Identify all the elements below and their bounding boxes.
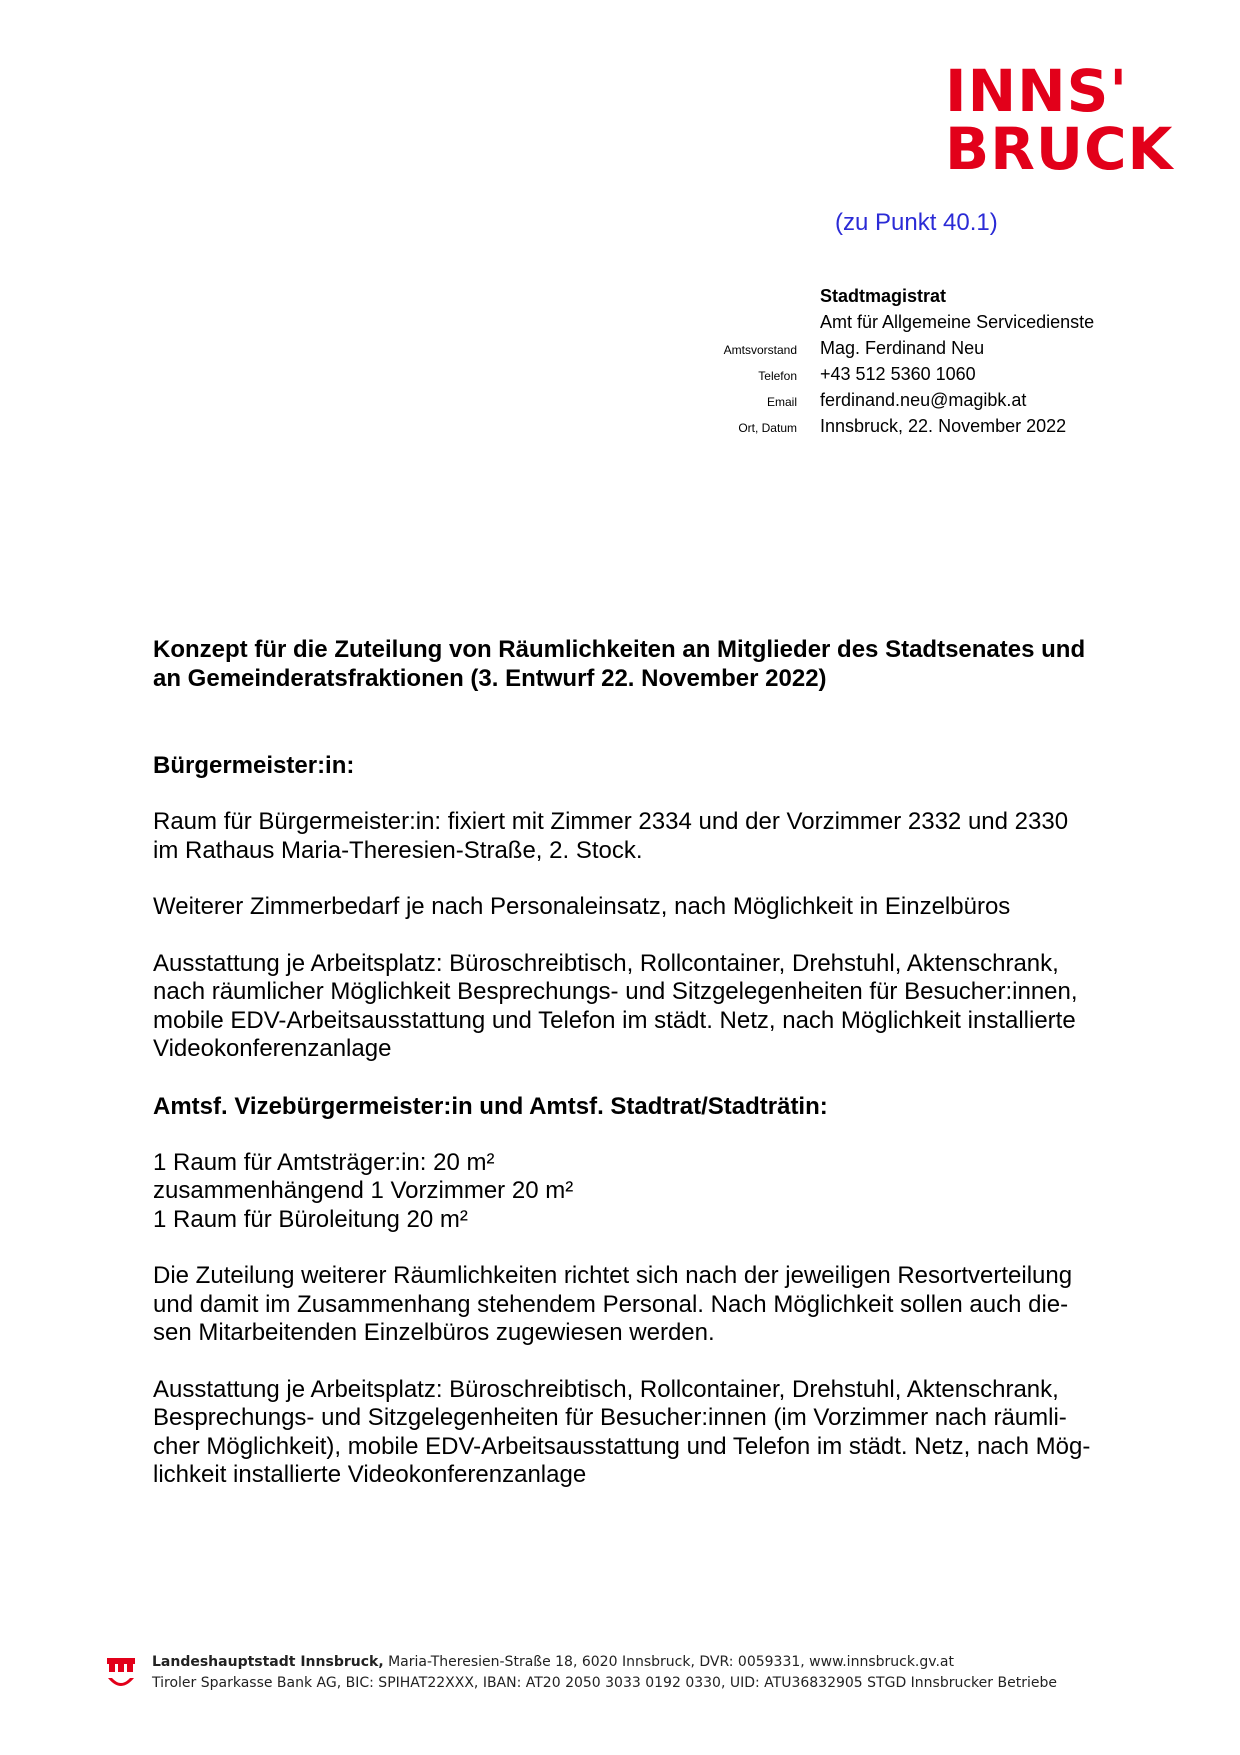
title-line: an Gemeinderatsfraktionen (3. Entwurf 22. November 2022): [153, 665, 827, 692]
sender-block: [820, 283, 1094, 439]
page-footer: [106, 1652, 1106, 1702]
title-line: Konzept für die Zuteilung von Räumlichkeiten an Mitglieder des Stadtsenates und: [153, 636, 1086, 663]
paragraph-line: Besprechungs- und Sitzgelegenheiten für Besucher:innen (im Vorzimmer nach räumli-: [153, 1404, 1067, 1431]
paragraph: [153, 1376, 1143, 1490]
paragraph-line: 1 Raum für Büroleitung 20 m²: [153, 1205, 468, 1233]
section-heading-buergermeister: Bürgermeister:in:: [153, 752, 355, 779]
value-telefon: +43 512 5360 1060: [820, 364, 976, 384]
paragraph-line: sen Mitarbeitenden Einzelbüros zugewiesen werden.: [153, 1319, 715, 1346]
sender-department: Amt für Allgemeine Servicedienste: [820, 312, 1095, 332]
city-emblem-icon: [106, 1656, 136, 1692]
paragraph: [153, 808, 1143, 865]
sender-organization: Stadtmagistrat: [820, 286, 947, 306]
footer-address: Maria-Theresien-Straße 18, 6020 Innsbruck, DVR: 0059331, www.innsbruck.gv.at: [383, 1654, 954, 1670]
paragraph-line: im Rathaus Maria-Theresien-Straße, 2. Stock.: [153, 836, 643, 864]
document-body: [153, 635, 1143, 1490]
document-title: [153, 635, 1143, 693]
sender-field-labels: [724, 337, 797, 441]
label-amtsvorstand: Amtsvorstand: [723, 343, 797, 357]
label-email: Email: [766, 395, 797, 409]
paragraph-line: Die Zuteilung weiterer Räumlichkeiten richtet sich nach der jeweiligen Resortverteilung: [153, 1262, 1073, 1289]
footer-line-1: [152, 1652, 1057, 1673]
paragraph-line: nach räumlicher Möglichkeit Besprechungs- und Sitzgelegenheiten für Besucher:innen,: [153, 978, 1078, 1005]
paragraph-line: lichkeit installierte Videokonferenzanlage: [153, 1461, 587, 1488]
paragraph-line: Videokonferenzanlage: [153, 1035, 392, 1062]
agenda-reference: (zu Punkt 40.1): [835, 209, 998, 236]
footer-text: [152, 1652, 1057, 1694]
value-ort-datum: Innsbruck, 22. November 2022: [820, 416, 1067, 436]
footer-line-2: Tiroler Sparkasse Bank AG, BIC: SPIHAT22XXX, IBAN: AT20 2050 3033 0192 0330, UID: ATU36832905 STGD Innsbrucker Betriebe: [152, 1675, 1057, 1691]
paragraph-line: Ausstattung je Arbeitsplatz: Büroschreibtisch, Rollcontainer, Drehstuhl, Aktenschrank,: [153, 949, 1059, 977]
paragraph-line: Ausstattung je Arbeitsplatz: Büroschreibtisch, Rollcontainer, Drehstuhl, Aktenschrank,: [153, 1375, 1059, 1403]
value-amtsvorstand: Mag. Ferdinand Neu: [820, 338, 985, 358]
logo-line-2: BRUCK: [945, 115, 1174, 183]
logo-line-1: INNS': [945, 57, 1129, 125]
label-ort-datum: Ort, Datum: [738, 421, 797, 435]
paragraph: [153, 1262, 1143, 1348]
value-email[interactable]: ferdinand.neu@magibk.at: [820, 390, 1027, 410]
paragraph-line: und damit im Zusammenhang stehendem Personal. Nach Möglichkeit sollen auch die-: [153, 1290, 1069, 1318]
paragraph: [153, 893, 1143, 922]
paragraph-line: mobile EDV-Arbeitsausstattung und Telefon im städt. Netz, nach Möglichkeit installierte: [153, 1006, 1076, 1034]
paragraph-line: zusammenhängend 1 Vorzimmer 20 m²: [153, 1177, 574, 1204]
label-telefon: Telefon: [758, 369, 797, 383]
paragraph-line: cher Möglichkeit), mobile EDV-Arbeitsausstattung und Telefon im städt. Netz, nach Mög-: [153, 1432, 1091, 1460]
paragraph: [153, 1149, 1143, 1235]
footer-city-name: Landeshauptstadt Innsbruck,: [152, 1654, 384, 1670]
paragraph: [153, 950, 1143, 1064]
paragraph-line: Weiterer Zimmerbedarf je nach Personaleinsatz, nach Möglichkeit in Einzelbüros: [153, 893, 1011, 920]
paragraph-line: 1 Raum für Amtsträger:in: 20 m²: [153, 1148, 495, 1176]
section-heading-vizebuergermeister: Amtsf. Vizebürgermeister:in und Amtsf. Stadtrat/Stadträtin:: [153, 1092, 828, 1120]
paragraph-line: Raum für Bürgermeister:in: fixiert mit Zimmer 2334 und der Vorzimmer 2332 und 2330: [153, 808, 1069, 835]
